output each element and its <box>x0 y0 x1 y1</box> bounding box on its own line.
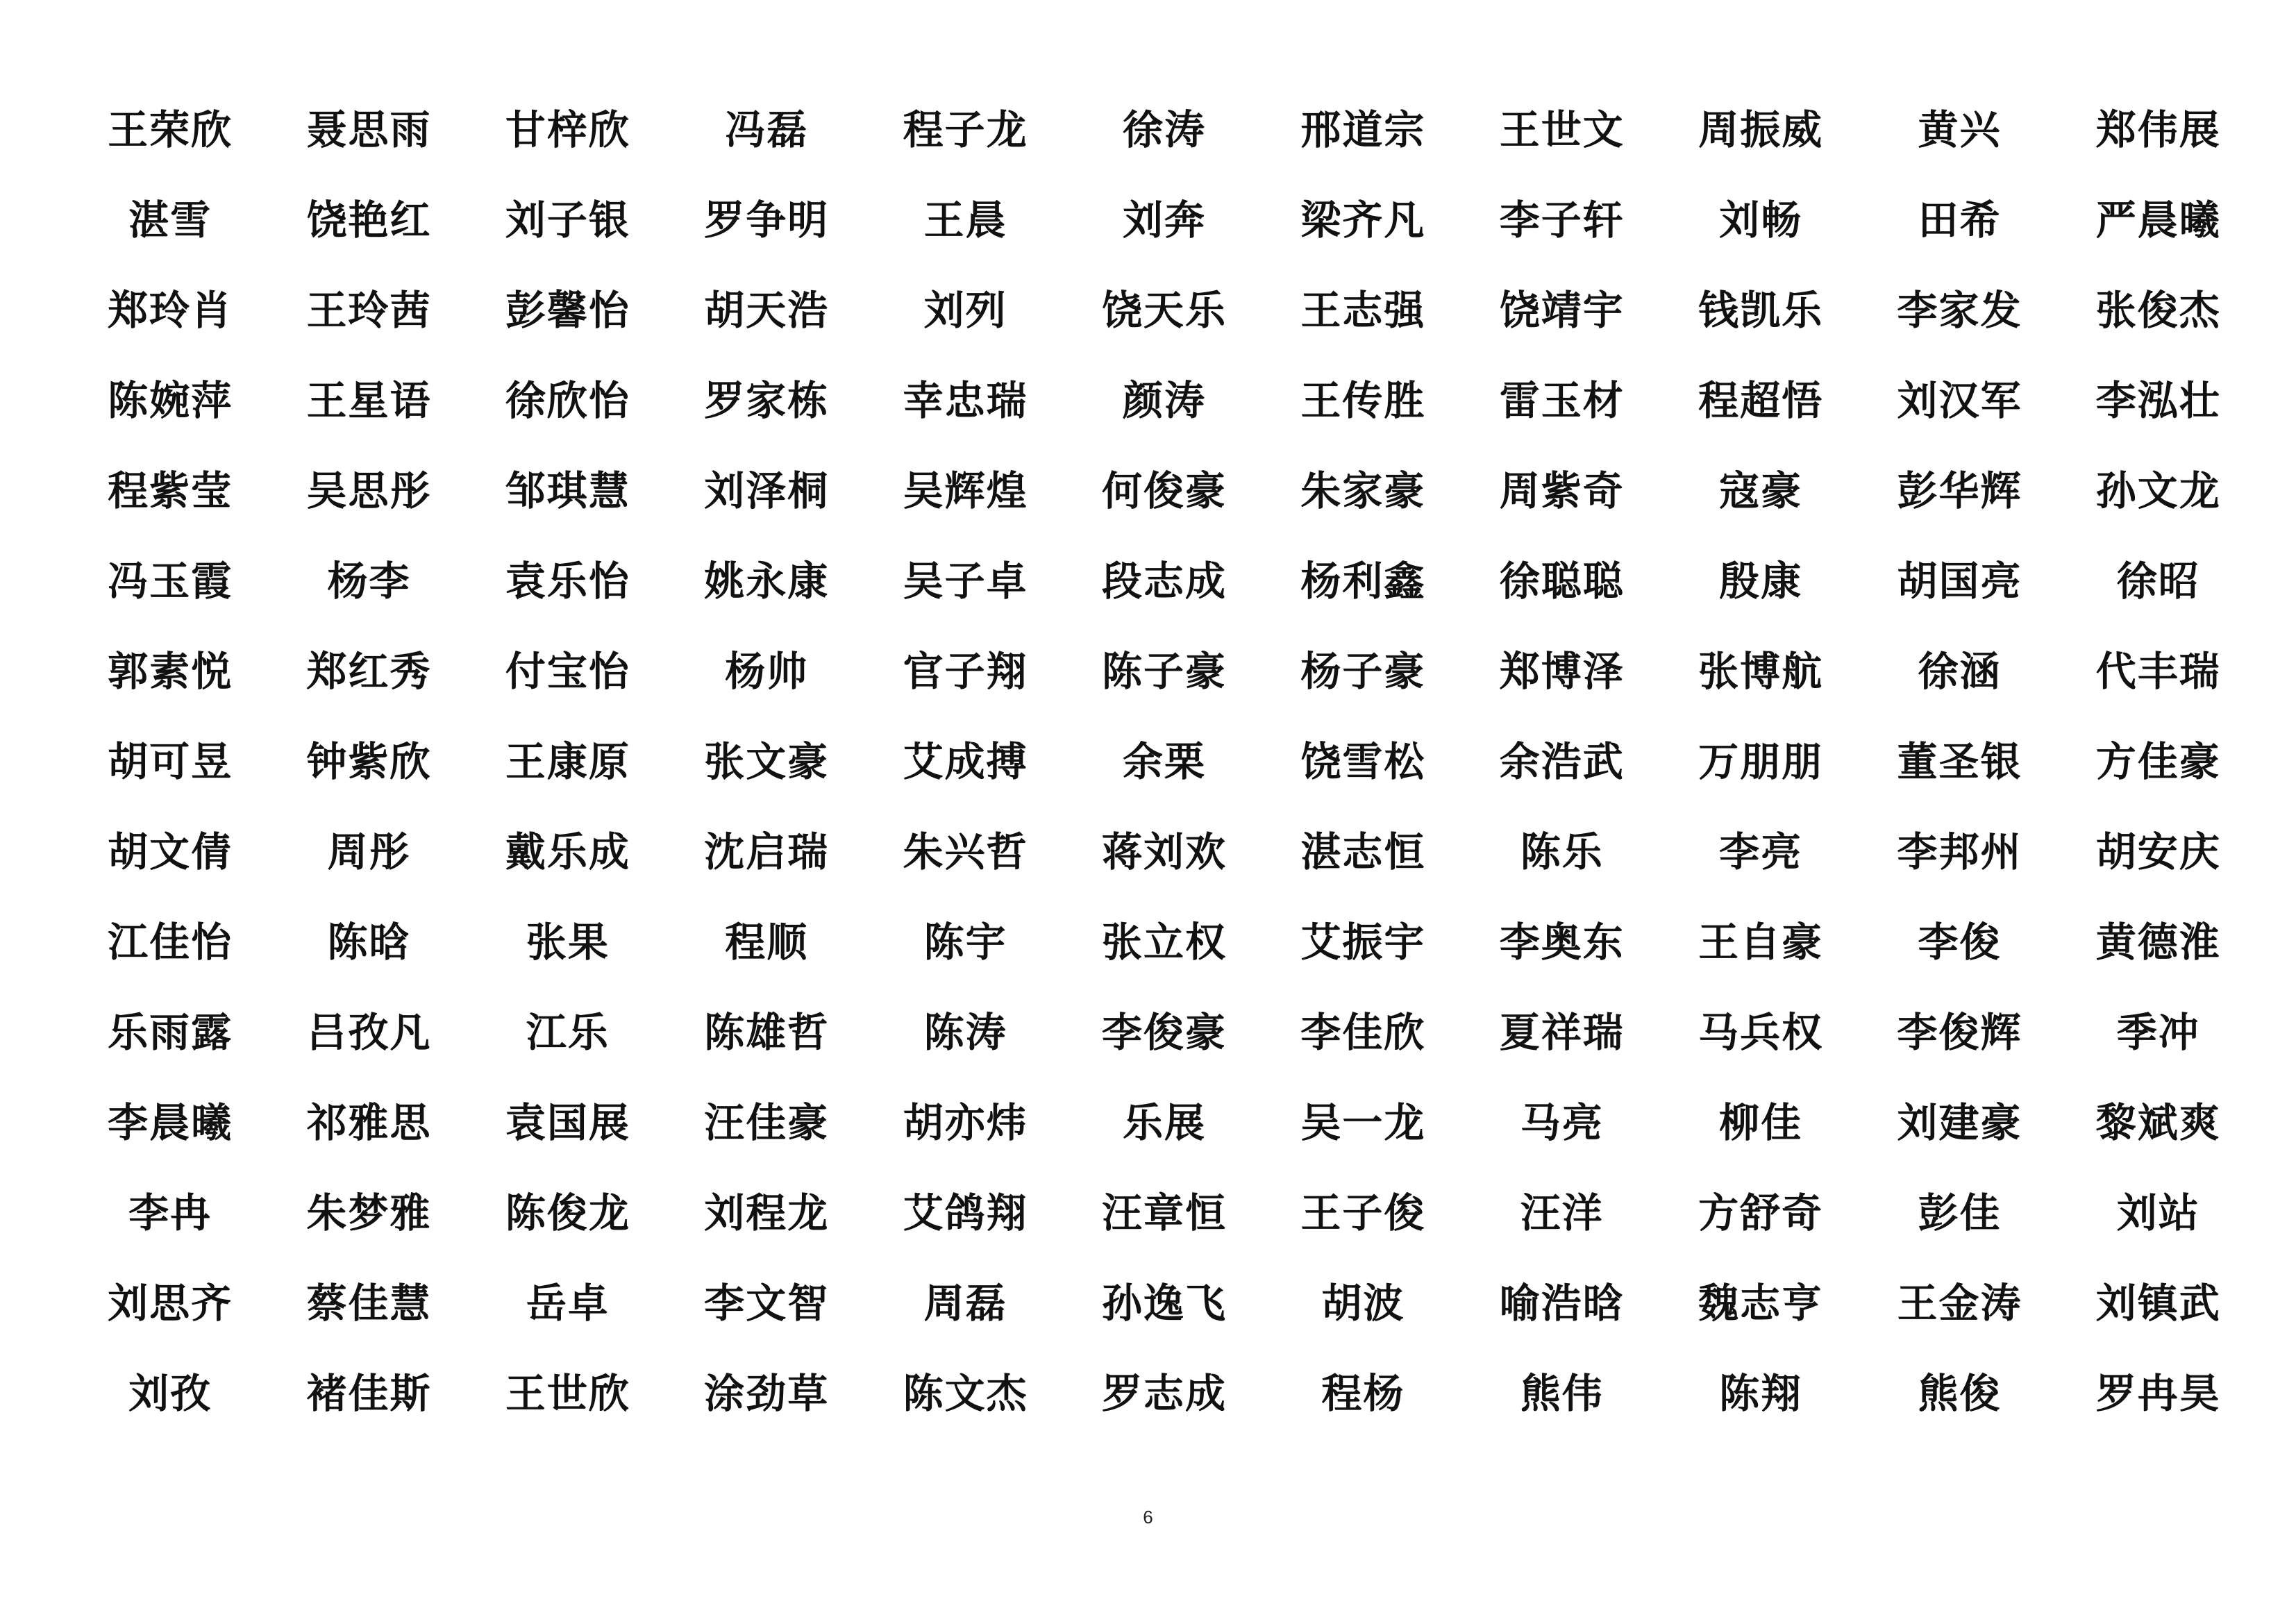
name-cell: 孙文龙 <box>2095 467 2221 514</box>
name-cell: 饶天乐 <box>1101 287 1227 334</box>
name-cell: 胡天浩 <box>704 287 830 334</box>
name-cell: 张博航 <box>1698 648 1824 695</box>
name-cell: 夏祥瑞 <box>1499 1009 1625 1056</box>
name-cell: 吴辉煌 <box>903 467 1028 514</box>
name-cell: 胡亦炜 <box>903 1099 1028 1146</box>
name-cell: 朱兴哲 <box>903 828 1028 876</box>
name-cell: 李佳欣 <box>1300 1009 1426 1056</box>
name-cell: 袁国展 <box>505 1099 630 1146</box>
name-cell: 幸忠瑞 <box>903 377 1028 424</box>
name-cell: 邢道宗 <box>1300 106 1426 153</box>
name-cell: 王世欣 <box>505 1370 630 1417</box>
name-cell: 周磊 <box>923 1280 1007 1327</box>
name-cell: 李冉 <box>128 1189 212 1237</box>
name-cell: 刘思齐 <box>108 1280 233 1327</box>
name-cell: 罗冉昊 <box>2095 1370 2221 1417</box>
name-cell: 蒋刘欢 <box>1101 828 1227 876</box>
name-grid <box>71 81 2258 1435</box>
name-cell: 湛雪 <box>128 196 212 244</box>
name-cell: 李泓壮 <box>2095 377 2221 424</box>
name-cell: 寇豪 <box>1719 467 1803 514</box>
name-cell: 程子龙 <box>903 106 1028 153</box>
name-cell: 钟紫欣 <box>306 738 432 785</box>
name-cell: 陈宇 <box>923 919 1007 966</box>
name-cell: 罗争明 <box>704 196 830 244</box>
name-cell: 熊俊 <box>1918 1370 2002 1417</box>
page-number: 6 <box>1143 1507 1153 1527</box>
name-cell: 王星语 <box>306 377 432 424</box>
name-cell: 冯磊 <box>725 106 809 153</box>
name-cell: 李子轩 <box>1499 196 1625 244</box>
name-cell: 饶靖宇 <box>1499 287 1625 334</box>
name-cell: 罗志成 <box>1101 1370 1227 1417</box>
name-cell: 饶艳红 <box>306 196 432 244</box>
name-cell: 程超悟 <box>1698 377 1824 424</box>
name-cell: 李俊 <box>1918 919 2002 966</box>
name-cell: 李奥东 <box>1499 919 1625 966</box>
name-cell: 余栗 <box>1122 738 1206 785</box>
name-cell: 黄兴 <box>1918 106 2002 153</box>
name-cell: 朱家豪 <box>1300 467 1426 514</box>
name-cell: 姚永康 <box>704 558 830 605</box>
name-cell: 刘镇武 <box>2095 1280 2221 1327</box>
name-cell: 方舒奇 <box>1698 1189 1824 1237</box>
name-cell: 褚佳斯 <box>306 1370 432 1417</box>
name-cell: 涂劲草 <box>704 1370 830 1417</box>
name-cell: 王金涛 <box>1897 1280 2022 1327</box>
name-cell: 王传胜 <box>1300 377 1426 424</box>
name-cell: 张俊杰 <box>2095 287 2221 334</box>
name-cell: 饶雪松 <box>1300 738 1426 785</box>
name-cell: 胡文倩 <box>108 828 233 876</box>
name-cell: 乐雨露 <box>108 1009 233 1056</box>
name-cell: 周彤 <box>327 828 411 876</box>
name-cell: 陈文杰 <box>903 1370 1028 1417</box>
name-cell: 徐涵 <box>1918 648 2002 695</box>
name-cell: 江佳怡 <box>108 919 233 966</box>
name-cell: 代丰瑞 <box>2095 648 2221 695</box>
name-cell: 江乐 <box>526 1009 610 1056</box>
name-cell: 李俊豪 <box>1101 1009 1227 1056</box>
name-cell: 陈婉萍 <box>108 377 233 424</box>
name-cell: 冯玉霞 <box>108 558 233 605</box>
name-cell: 罗家栋 <box>704 377 830 424</box>
name-cell: 季冲 <box>2116 1009 2200 1056</box>
name-cell: 蔡佳慧 <box>306 1280 432 1327</box>
name-cell: 雷玉材 <box>1499 377 1625 424</box>
name-cell: 岳卓 <box>526 1280 610 1327</box>
name-cell: 段志成 <box>1101 558 1227 605</box>
name-cell: 王自豪 <box>1698 919 1824 966</box>
name-cell: 陈子豪 <box>1101 648 1227 695</box>
name-cell: 祁雅思 <box>306 1099 432 1146</box>
name-cell: 程紫莹 <box>108 467 233 514</box>
name-cell: 李家发 <box>1897 287 2022 334</box>
name-cell: 郑玲肖 <box>108 287 233 334</box>
name-cell: 官子翔 <box>903 648 1028 695</box>
name-cell: 殷康 <box>1719 558 1803 605</box>
name-cell: 杨帅 <box>725 648 809 695</box>
name-cell: 聂思雨 <box>306 106 432 153</box>
name-cell: 孙逸飞 <box>1101 1280 1227 1327</box>
name-cell: 戴乐成 <box>505 828 630 876</box>
name-cell: 董圣银 <box>1897 738 2022 785</box>
name-cell: 方佳豪 <box>2095 738 2221 785</box>
name-cell: 胡可昱 <box>108 738 233 785</box>
name-cell: 乐展 <box>1122 1099 1206 1146</box>
name-cell: 徐涛 <box>1122 106 1206 153</box>
name-cell: 王荣欣 <box>108 106 233 153</box>
name-cell: 吴子卓 <box>903 558 1028 605</box>
name-cell: 付宝怡 <box>505 648 630 695</box>
name-cell: 汪佳豪 <box>704 1099 830 1146</box>
name-cell: 陈俊龙 <box>505 1189 630 1237</box>
name-cell: 李文智 <box>704 1280 830 1327</box>
name-cell: 郭素悦 <box>108 648 233 695</box>
name-cell: 程顺 <box>725 919 809 966</box>
name-cell: 郑博泽 <box>1499 648 1625 695</box>
name-cell: 马兵权 <box>1698 1009 1824 1056</box>
name-cell: 汪洋 <box>1520 1189 1604 1237</box>
name-cell: 刘孜 <box>128 1370 212 1417</box>
name-cell: 王子俊 <box>1300 1189 1426 1237</box>
name-cell: 刘奔 <box>1122 196 1206 244</box>
name-cell: 陈晗 <box>327 919 411 966</box>
name-cell: 艾鸽翔 <box>903 1189 1028 1237</box>
name-cell: 王玲茜 <box>306 287 432 334</box>
name-cell: 梁齐凡 <box>1300 196 1426 244</box>
name-cell: 何俊豪 <box>1101 467 1227 514</box>
name-cell: 王世文 <box>1499 106 1625 153</box>
name-cell: 郑红秀 <box>306 648 432 695</box>
name-cell: 马亮 <box>1520 1099 1604 1146</box>
name-cell: 湛志恒 <box>1300 828 1426 876</box>
name-cell: 吕孜凡 <box>306 1009 432 1056</box>
name-cell: 艾成搏 <box>903 738 1028 785</box>
name-cell: 徐昭 <box>2116 558 2200 605</box>
name-cell: 郑伟展 <box>2095 106 2221 153</box>
name-cell: 刘列 <box>923 287 1007 334</box>
name-cell: 万朋朋 <box>1698 738 1824 785</box>
name-cell: 甘梓欣 <box>505 106 630 153</box>
name-cell: 周紫奇 <box>1499 467 1625 514</box>
name-cell: 胡国亮 <box>1897 558 2022 605</box>
name-cell: 艾振宇 <box>1300 919 1426 966</box>
name-cell: 吴一龙 <box>1300 1099 1426 1146</box>
name-cell: 田希 <box>1918 196 2002 244</box>
name-cell: 李亮 <box>1719 828 1803 876</box>
name-cell: 刘子银 <box>505 196 630 244</box>
name-cell: 杨李 <box>327 558 411 605</box>
name-cell: 周振威 <box>1698 106 1824 153</box>
name-cell: 刘程龙 <box>704 1189 830 1237</box>
name-cell: 邹琪慧 <box>505 467 630 514</box>
name-cell: 陈翔 <box>1719 1370 1803 1417</box>
name-cell: 刘站 <box>2116 1189 2200 1237</box>
name-cell: 袁乐怡 <box>505 558 630 605</box>
name-cell: 余浩武 <box>1499 738 1625 785</box>
name-cell: 张文豪 <box>704 738 830 785</box>
name-cell: 李俊辉 <box>1897 1009 2022 1056</box>
name-cell: 钱凯乐 <box>1698 287 1824 334</box>
name-cell: 刘畅 <box>1719 196 1803 244</box>
name-cell: 张果 <box>526 919 610 966</box>
name-cell: 李晨曦 <box>108 1099 233 1146</box>
name-cell: 胡波 <box>1321 1280 1405 1327</box>
name-cell: 汪章恒 <box>1101 1189 1227 1237</box>
name-cell: 李邦州 <box>1897 828 2022 876</box>
name-cell: 朱梦雅 <box>306 1189 432 1237</box>
name-cell: 颜涛 <box>1122 377 1206 424</box>
name-cell: 王志强 <box>1300 287 1426 334</box>
name-cell: 胡安庆 <box>2095 828 2221 876</box>
name-cell: 杨子豪 <box>1300 648 1426 695</box>
name-cell: 王晨 <box>923 196 1007 244</box>
name-cell: 魏志亨 <box>1698 1280 1824 1327</box>
name-cell: 程杨 <box>1321 1370 1405 1417</box>
name-cell: 刘汉军 <box>1897 377 2022 424</box>
name-cell: 杨利鑫 <box>1300 558 1426 605</box>
name-cell: 黎斌爽 <box>2095 1099 2221 1146</box>
name-cell: 张立权 <box>1101 919 1227 966</box>
name-cell: 熊伟 <box>1520 1370 1604 1417</box>
name-cell: 黄德淮 <box>2095 919 2221 966</box>
name-cell: 刘建豪 <box>1897 1099 2022 1146</box>
name-cell: 柳佳 <box>1719 1099 1803 1146</box>
name-cell: 吴思彤 <box>306 467 432 514</box>
name-cell: 徐欣怡 <box>505 377 630 424</box>
name-cell: 陈乐 <box>1520 828 1604 876</box>
name-cell: 徐聪聪 <box>1499 558 1625 605</box>
name-cell: 彭馨怡 <box>505 287 630 334</box>
name-cell: 陈涛 <box>923 1009 1007 1056</box>
name-cell: 彭佳 <box>1918 1189 2002 1237</box>
name-cell: 沈启瑞 <box>704 828 830 876</box>
name-cell: 彭华辉 <box>1897 467 2022 514</box>
name-cell: 陈雄哲 <box>704 1009 830 1056</box>
name-cell: 喻浩晗 <box>1499 1280 1625 1327</box>
name-cell: 严晨曦 <box>2095 196 2221 244</box>
name-cell: 刘泽桐 <box>704 467 830 514</box>
name-cell: 王康原 <box>505 738 630 785</box>
